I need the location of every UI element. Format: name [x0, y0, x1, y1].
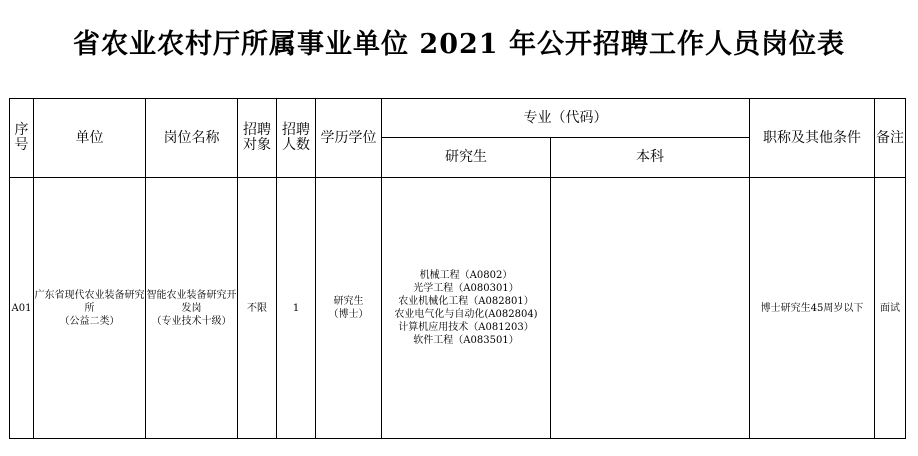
header-education: 学历学位	[316, 99, 382, 178]
cell-remark: 面试	[875, 178, 906, 439]
cell-recruit-target: 不限	[238, 178, 277, 439]
header-seq: 序号	[10, 99, 34, 178]
header-undergraduate: 本科	[551, 138, 750, 178]
cell-recruit-count: 1	[277, 178, 316, 439]
cell-undergraduate-majors	[551, 178, 750, 439]
header-recruit-target: 招聘对象	[238, 99, 277, 178]
cell-education: 研究生 （博士）	[316, 178, 382, 439]
cell-position-name: 智能农业装备研究开发岗 （专业技术十级）	[146, 178, 238, 439]
header-conditions: 职称及其他条件	[750, 99, 875, 178]
cell-conditions: 博士研究生45周岁以下	[750, 178, 875, 439]
cell-seq: A01	[10, 178, 34, 439]
header-position-name: 岗位名称	[146, 99, 238, 178]
header-graduate: 研究生	[382, 138, 551, 178]
cell-unit: 广东省现代农业装备研究所 （公益二类）	[34, 178, 146, 439]
table-row	[10, 178, 906, 439]
positions-table	[9, 98, 906, 439]
cell-graduate-majors: 机械工程（A0802） 光学工程（A080301） 农业机械化工程（A082801） 农业电气化与自动化(A082804) 计算机应用技术（A081203） 软件工程（A083501）	[382, 178, 551, 439]
header-major: 专业（代码）	[382, 99, 750, 138]
page-title: 省农业农村厅所属事业单位 2021 年公开招聘工作人员岗位表	[73, 29, 845, 60]
header-remark: 备注	[875, 99, 906, 178]
header-unit: 单位	[34, 99, 146, 178]
header-recruit-count: 招聘人数	[277, 99, 316, 178]
